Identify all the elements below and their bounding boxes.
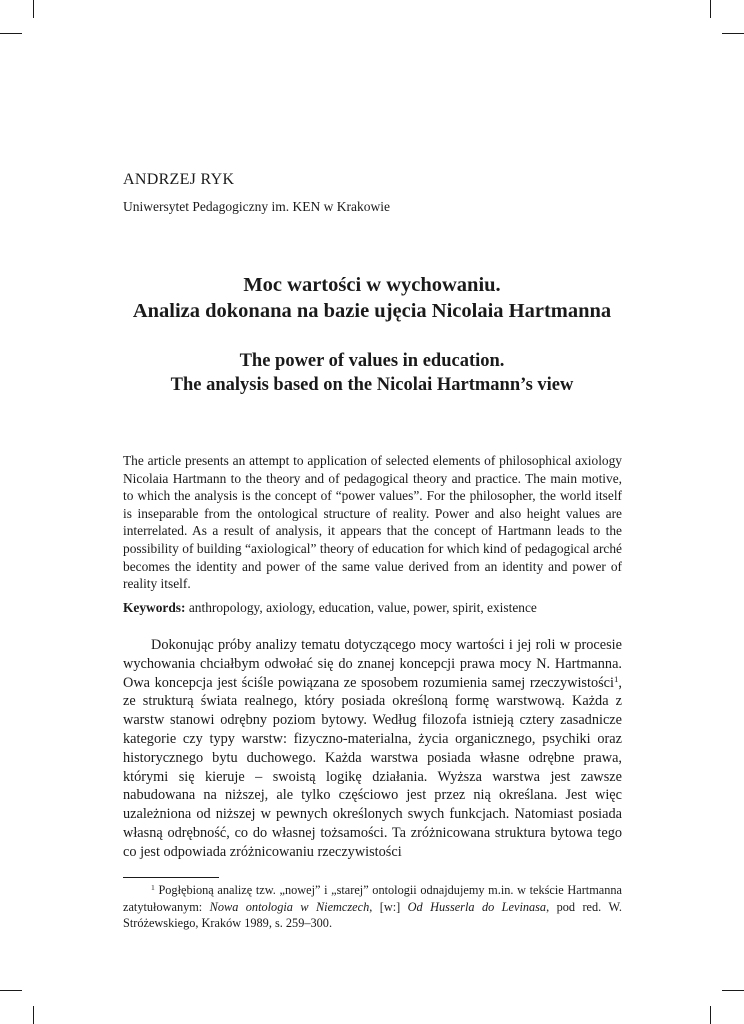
- crop-mark-bottom-right: [710, 1006, 711, 1024]
- title-polish: [0, 272, 744, 324]
- footnote-text-3: , pod red. W. Stróżewskiego, Kraków 1989, s. 259–300.: [123, 899, 622, 930]
- body-part-2: , ze strukturą świata realnego, który posiada określoną formę warstwową. Każda z warstw stanowi odrębny poziom bytowy. Według filozofa istnieją cztery zasadnicze kategorie czy typy warstw: fizyczno-materialna, życia organicznego, psychiki oraz historycznego bytu duchowego. Każda warstwa posiada własne odrębne prawa, którymi się kieruje – swoistą logikę działania. Wyższa warstwa jest zawsze nabudowana na niższej, ale tylko częściowo jest przez nią określana. Jest więc uzależniona od niższej w pewnych określonych swych funkcjach. Natomiast posiada własną odrębność, co do własnej tożsamości. Ta zróżnicowana struktura bytowa tego co jest odpowiada zróżnicowaniu rzeczywistości: [123, 674, 622, 860]
- abstract: The article presents an attempt to application of selected elements of philosophical axiology Nicolaia Hartmann to the theory and of pedagogical theory and practice. The main motive, to which the analysis is the concept of “power values”. For the philosopher, the world itself is inseparable from the ontological structure of reality. Power and also height values are interrelated. As a result of analysis, it appears that the concept of Hartmann leads to the possibility of building “axiological” theory of education for which kind of pedagogical arché becomes the identity and power of the same value derived from an identity and power of reality itself.: [123, 453, 622, 592]
- footnote-title-2: Od Husserla do Levinasa: [407, 899, 547, 914]
- author-name: ANDRZEJ RYK: [123, 171, 235, 188]
- crop-mark-top-left-h: [0, 33, 22, 34]
- footnote-number: 1: [151, 882, 155, 892]
- title-polish-line1: Moc wartości w wychowaniu.: [243, 274, 501, 296]
- keywords-label: Keywords:: [123, 600, 186, 615]
- crop-mark-top-right-h: [722, 33, 744, 34]
- body-part-1: Dokonując próby analizy tematu dotyczącego mocy wartości i jej roli w procesie wychowania chciałbym odwołać się do znanej koncepcji prawa mocy N. Hartmanna. Owa koncepcja jest ściśle powiązana ze sposobem rozumienia samej rzeczywistości: [123, 637, 622, 691]
- crop-mark-top-left: [33, 0, 34, 18]
- title-english-line1: The power of values in education.: [239, 351, 505, 371]
- footnote-reference: 1: [613, 673, 619, 684]
- body-paragraph: [123, 636, 622, 862]
- crop-mark-bottom-left: [33, 1006, 34, 1024]
- author-affiliation: Uniwersytet Pedagogiczny im. KEN w Krakowie: [123, 199, 390, 214]
- crop-mark-bottom-left-h: [0, 990, 22, 991]
- title-english: [0, 349, 744, 397]
- crop-mark-top-right: [710, 0, 711, 18]
- crop-mark-bottom-right-h: [722, 990, 744, 991]
- footnote-text-1: Pogłębioną analizę tzw. „nowej” i „starej” ontologii odnajdujemy m.in. w tekście Hartmanna zatytułowanym:: [123, 883, 622, 914]
- title-polish-line2: Analiza dokonana na bazie ujęcia Nicolaia Hartmanna: [132, 300, 612, 322]
- footnote-separator: [123, 877, 219, 878]
- footnote-title-1: Nowa ontologia w Niemczech: [209, 899, 370, 914]
- footnote: [123, 882, 622, 932]
- keywords-list: anthropology, axiology, education, value, power, spirit, existence: [185, 600, 537, 615]
- keywords: [123, 599, 622, 616]
- title-english-line2: The analysis based on the Nicolai Hartmann’s view: [170, 375, 574, 395]
- footnote-text-2: , [w:]: [369, 899, 408, 914]
